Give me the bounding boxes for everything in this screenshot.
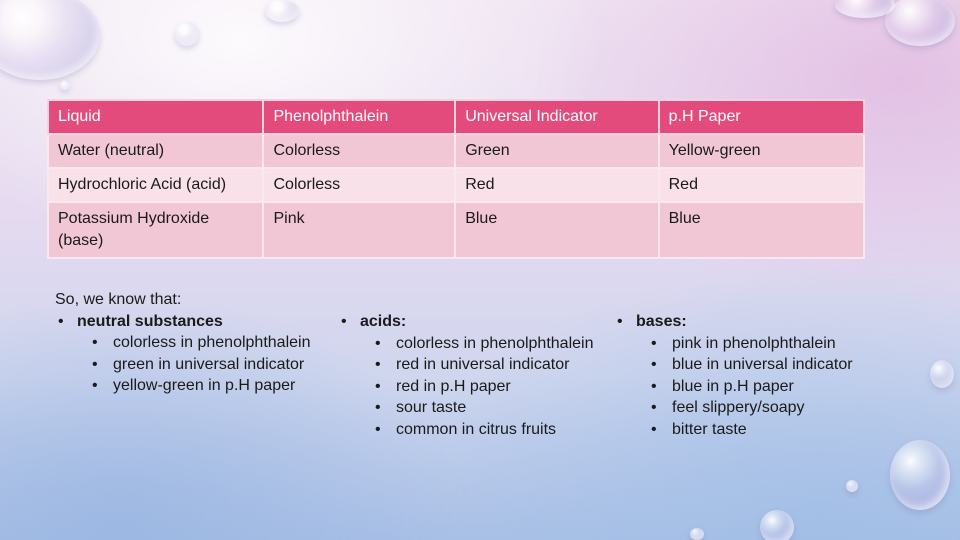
table-cell: Yellow-green [659, 134, 864, 168]
table-cell: Blue [659, 202, 864, 258]
acid-notes [338, 311, 608, 440]
bases-heading: bases: [636, 313, 687, 330]
header-ph-paper: p.H Paper [659, 100, 864, 134]
list-item: • red in universal indicator [374, 354, 608, 376]
table-cell: Red [659, 168, 864, 202]
table-cell: Colorless [263, 134, 455, 168]
list-item: • green in universal indicator [91, 354, 330, 376]
water-droplet-decoration [175, 22, 199, 46]
list-item: • red in p.H paper [374, 376, 608, 398]
list-item: • common in citrus fruits [374, 419, 608, 441]
intro-text: So, we know that: [55, 291, 182, 308]
table-header-row [48, 100, 864, 134]
header-universal-indicator: Universal Indicator [455, 100, 658, 134]
water-droplet-decoration [930, 360, 954, 388]
water-droplet-decoration [265, 0, 299, 22]
list-item: • bitter taste [650, 419, 894, 441]
list-item: • blue in p.H paper [650, 376, 894, 398]
table-cell: Hydrochloric Acid (acid) [48, 168, 263, 202]
table-cell: Water (neutral) [48, 134, 263, 168]
neutral-notes [55, 289, 330, 397]
table-cell: Colorless [263, 168, 455, 202]
base-notes [614, 311, 894, 440]
water-droplet-decoration [885, 0, 955, 46]
table-cell: Green [455, 134, 658, 168]
neutral-heading: neutral substances [77, 312, 223, 330]
water-droplet-decoration [890, 440, 950, 510]
table-row [48, 168, 864, 202]
list-item: • colorless in phenolphthalein [374, 333, 608, 355]
water-droplet-decoration [846, 480, 858, 492]
table-row [48, 134, 864, 168]
bases-bullet [614, 311, 894, 440]
water-droplet-decoration [60, 80, 70, 90]
table-cell: Potassium Hydroxide (base) [48, 202, 263, 258]
indicator-table [47, 99, 865, 259]
table-cell: Blue [455, 202, 658, 258]
header-liquid: Liquid [48, 100, 263, 134]
water-droplet-decoration [760, 510, 794, 540]
header-phenolphthalein: Phenolphthalein [263, 100, 455, 134]
neutral-bullet [55, 311, 330, 397]
acids-heading: acids: [360, 313, 407, 330]
table-cell: Red [455, 168, 658, 202]
water-droplet-decoration [690, 528, 704, 540]
table-row [48, 202, 864, 258]
water-droplet-decoration [0, 0, 100, 80]
list-item: • yellow-green in p.H paper [91, 375, 330, 397]
list-item: • sour taste [374, 397, 608, 419]
list-item: • blue in universal indicator [650, 354, 894, 376]
table-cell: Pink [263, 202, 455, 258]
list-item: • pink in phenolphthalein [650, 333, 894, 355]
list-item: • colorless in phenolphthalein [91, 332, 330, 354]
list-item: • feel slippery/soapy [650, 397, 894, 419]
acids-bullet [338, 311, 608, 440]
